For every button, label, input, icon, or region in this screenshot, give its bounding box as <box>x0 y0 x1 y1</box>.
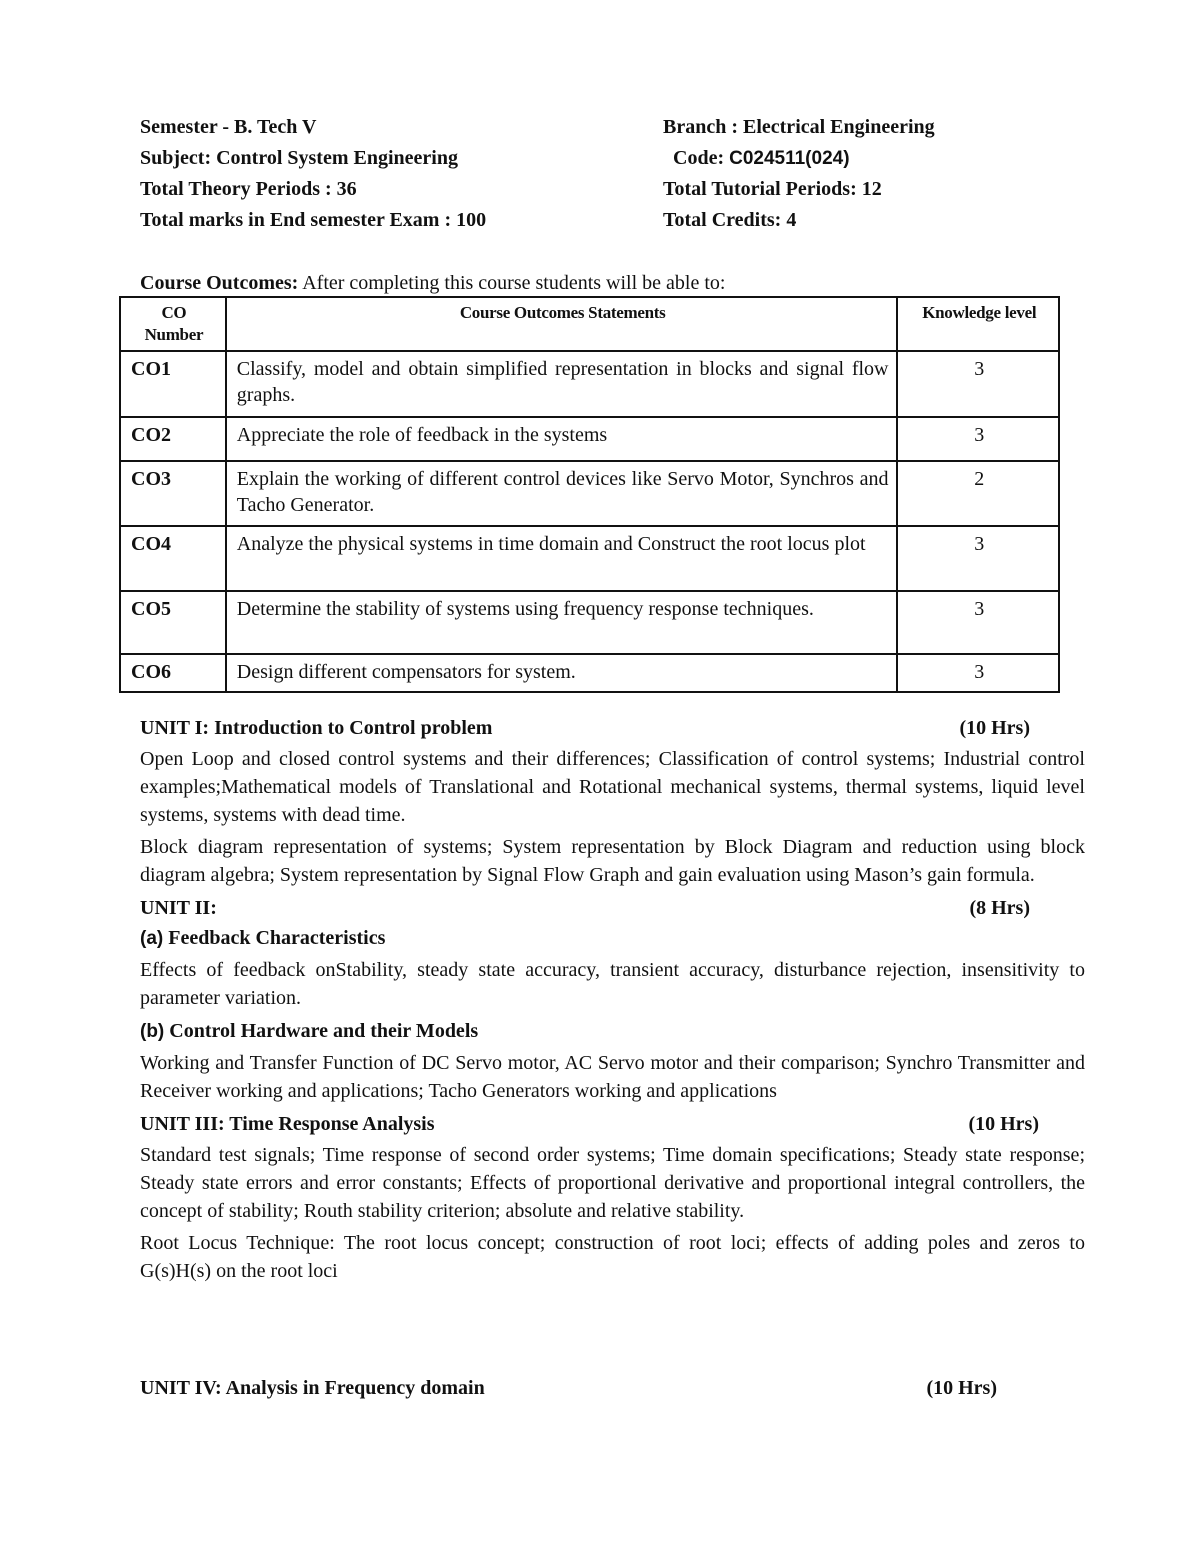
meta-row-3 <box>140 174 1040 205</box>
unit-3-heading <box>140 1109 1085 1139</box>
co-number-cell: CO4 <box>120 526 226 591</box>
column-header-knowledge-level: Knowledge level <box>897 297 1059 351</box>
unit-2b-mark: (b) <box>140 1021 165 1042</box>
co-statement-cell: Classify, model and obtain simplified representation in blocks and signal flow graphs. <box>226 351 898 417</box>
unit-2a-paragraph: Effects of feedback onStability, steady state accuracy, transient accuracy, disturbance rejection, insensitivity to parameter variation. <box>140 959 1085 1009</box>
unit-1-title: UNIT I: Introduction to Control problem <box>140 717 493 739</box>
co-level-cell: 3 <box>897 351 1059 417</box>
code-value: C024511(024) <box>729 148 850 169</box>
table-row <box>120 351 1059 417</box>
unit-3-paragraph-2: Root Locus Technique: The root locus concept; construction of root loci; effects of adding poles and zeros to G(s)H(s) on the root loci <box>140 1232 1085 1282</box>
co-level-cell: 3 <box>897 654 1059 692</box>
total-marks-label: Total marks in End semester Exam : 100 <box>140 209 487 231</box>
table-row <box>120 417 1059 461</box>
course-info-block <box>140 112 1040 236</box>
meta-row-4 <box>140 205 1040 236</box>
unit-2a-mark: (a) <box>140 928 164 949</box>
co-number-cell: CO3 <box>120 461 226 526</box>
unit-2a-title: Feedback Characteristics <box>163 927 386 949</box>
course-outcomes-heading <box>140 270 725 296</box>
unit-1-paragraph-1: Open Loop and closed control systems and their differences; Classification of control systems; Industrial control examples;Mathematical models of Translational and Rotational mechanical systems, thermal systems, liquid level systems, systems with dead time. <box>140 748 1085 826</box>
co-level-cell: 3 <box>897 591 1059 654</box>
unit-4-heading <box>140 1373 1085 1403</box>
code-label <box>663 143 1040 174</box>
unit-2b-heading <box>140 1016 1085 1047</box>
semester-label: Semester - B. Tech V <box>140 116 317 138</box>
unit-2-title: UNIT II: <box>140 897 217 919</box>
unit-1-hours: (10 Hrs) <box>959 717 1030 739</box>
unit-2-heading <box>140 893 1085 923</box>
course-outcomes-heading-bold: Course Outcomes: <box>140 272 299 294</box>
co-number-cell: CO1 <box>120 351 226 417</box>
branch-label: Branch : Electrical Engineering <box>663 116 935 138</box>
table-header-row <box>120 297 1059 351</box>
co-statement-cell: Explain the working of different control devices like Servo Motor, Synchros and Tacho Generator. <box>226 461 898 526</box>
unit-2-hours: (8 Hrs) <box>969 897 1030 919</box>
course-outcomes-table <box>119 296 1060 693</box>
unit-3-title: UNIT III: Time Response Analysis <box>140 1113 435 1135</box>
co-number-cell: CO5 <box>120 591 226 654</box>
total-credits-label: Total Credits: 4 <box>663 209 797 231</box>
co-statement-cell: Appreciate the role of feedback in the systems <box>226 417 898 461</box>
units-section <box>140 713 1085 1403</box>
tutorial-periods-label: Total Tutorial Periods: 12 <box>663 178 882 200</box>
table-row <box>120 654 1059 692</box>
co-statement-cell: Determine the stability of systems using frequency response techniques. <box>226 591 898 654</box>
co-level-cell: 2 <box>897 461 1059 526</box>
meta-row-1 <box>140 112 1040 143</box>
co-level-cell: 3 <box>897 526 1059 591</box>
column-header-co-number: CO Number <box>120 297 226 351</box>
unit-4-title: UNIT IV: Analysis in Frequency domain <box>140 1377 485 1399</box>
unit-2b-paragraph: Working and Transfer Function of DC Servo motor, AC Servo motor and their comparison; Synchro Transmitter and Receiver working and applications; Tacho Generators working and applications <box>140 1052 1085 1102</box>
subject-label: Subject: Control System Engineering <box>140 147 458 169</box>
co-statement-cell: Analyze the physical systems in time domain and Construct the root locus plot <box>226 526 898 591</box>
page-gap <box>140 1289 1085 1373</box>
course-outcomes-heading-text: After completing this course students will be able to: <box>298 272 726 294</box>
unit-3-hours: (10 Hrs) <box>968 1113 1039 1135</box>
unit-3-paragraph-1: Standard test signals; Time response of second order systems; Time domain specifications; Steady state response; Steady state errors and error constants; Effects of proportional derivative and proportional integral controllers, the concept of stability; Routh stability criterion; absolute and relative stability. <box>140 1144 1085 1222</box>
co-number-cell: CO2 <box>120 417 226 461</box>
unit-4-hours: (10 Hrs) <box>926 1377 997 1399</box>
unit-1-heading <box>140 713 1085 743</box>
theory-periods-label: Total Theory Periods : 36 <box>140 178 357 200</box>
code-prefix: Code: <box>673 147 730 169</box>
co-statement-cell: Design different compensators for system. <box>226 654 898 692</box>
co-level-cell: 3 <box>897 417 1059 461</box>
column-header-statements: Course Outcomes Statements <box>226 297 898 351</box>
unit-1-paragraph-2: Block diagram representation of systems; System representation by Block Diagram and reduction using block diagram algebra; System representation by Signal Flow Graph and gain evaluation using Mason’s gain formula. <box>140 836 1085 886</box>
unit-2b-title: Control Hardware and their Models <box>164 1020 479 1042</box>
table-row <box>120 461 1059 526</box>
table-row <box>120 526 1059 591</box>
table-row <box>120 591 1059 654</box>
co-number-cell: CO6 <box>120 654 226 692</box>
unit-2a-heading <box>140 923 1085 954</box>
meta-row-2 <box>140 143 1040 174</box>
